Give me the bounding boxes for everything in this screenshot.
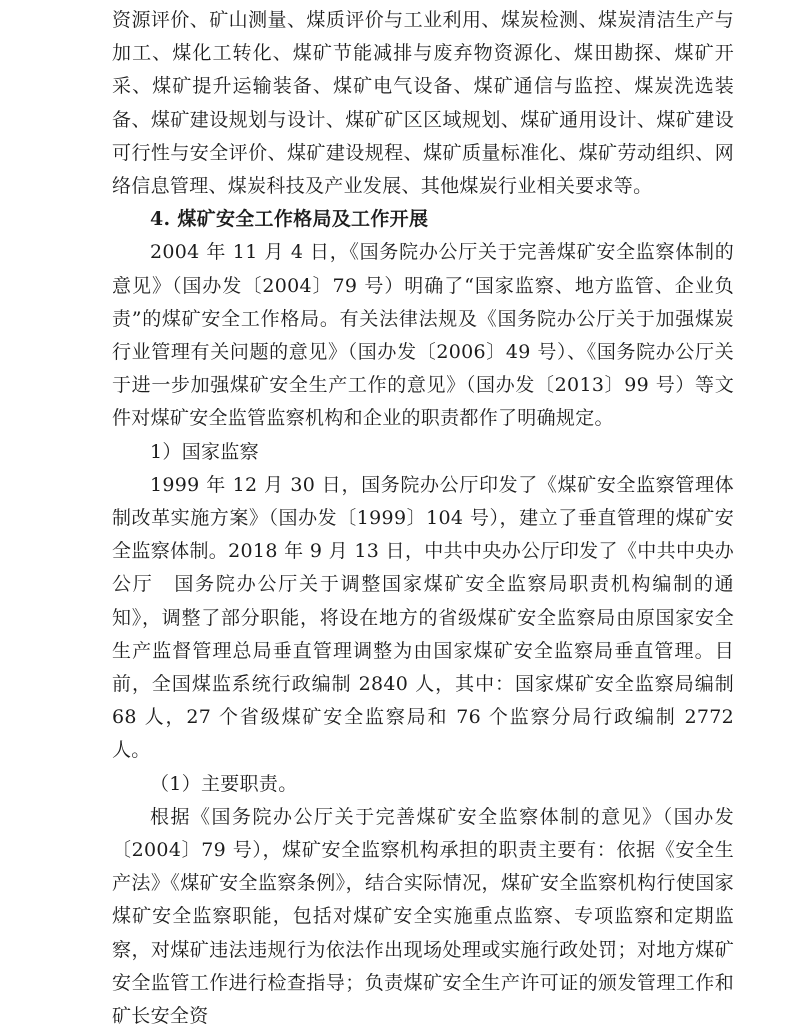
sub-heading-national-supervision: 1）国家监察 xyxy=(150,440,259,463)
paragraph-2004: 2004 年 11 月 4 日，《国务院办公厅关于完善煤矿安全监察体制的意见》（国办发〔2004〕79 号）明确了“国家监察、地方监管、企业负责”的煤矿安全工作格局。有关法律法规及《国务院办公厅关于加强煤炭行业管理有关问题的意见》（国办发〔2006〕49 号）、《国务院办公厅关于进一步加强煤矿安全生产工作的意见》（国办发〔2013〕99 号）等文件对煤矿安全监管监察机构和企业的职责都作了明确规定。 xyxy=(112,241,734,430)
paragraph-1999: 1999 年 12 月 30 日，国务院办公厅印发了《煤矿安全监察管理体制改革实施方案》（国办发〔1999〕104 号），建立了垂直管理的煤矿安全监察体制。2018 年 9 月 13 日，中共中央办公厅印发了《中共中央办公厅 国务院办公厅关于调整国家煤矿安全监察局职责机构编制的通知》，调整了部分职能，将设在地方的省级煤矿安全监察局由原国家安全生产监督管理总局垂直管理调整为由国家煤矿安全监察局垂直管理。目前，全国煤监系统行政编制 2840 人，其中：国家煤矿安全监察局编制 68 人，27 个省级煤矿安全监察局和 76 个监察分局行政编制 2772 人。 xyxy=(112,473,734,762)
sub-heading-main-duties: （1）主要职责。 xyxy=(150,772,298,795)
paragraph-duties: 根据《国务院办公厅关于完善煤矿安全监察体制的意见》（国办发〔2004〕79 号），煤矿安全监察机构承担的职责主要有：依据《安全生产法》《煤矿安全监察条例》，结合实际情况，煤矿安全监察机构行使国家煤矿安全监察职能，包括对煤矿安全实施重点监察、专项监察和定期监察，对煤矿违法违规行为依法作出现场处理或实施行政处罚；对地方煤矿安全监管工作进行检查指导；负责煤矿安全生产许可证的颁发管理工作和矿长安全资 xyxy=(112,805,734,1028)
paragraph-continued: 资源评价、矿山测量、煤质评价与工业利用、煤炭检测、煤炭清洁生产与加工、煤化工转化、煤矿节能减排与废弃物资源化、煤田勘探、煤矿开采、煤矿提升运输装备、煤矿电气设备、煤矿通信与监控、煤炭洗选装备、煤矿建设规划与设计、煤矿矿区区域规划、煤矿通用设计、煤矿建设可行性与安全评价、煤矿建设规程、煤矿质量标准化、煤矿劳动组织、网络信息管理、煤炭科技及产业发展、其他煤炭行业相关要求等。 xyxy=(112,9,734,198)
section-heading: 4. 煤矿安全工作格局及工作开展 xyxy=(150,208,429,231)
